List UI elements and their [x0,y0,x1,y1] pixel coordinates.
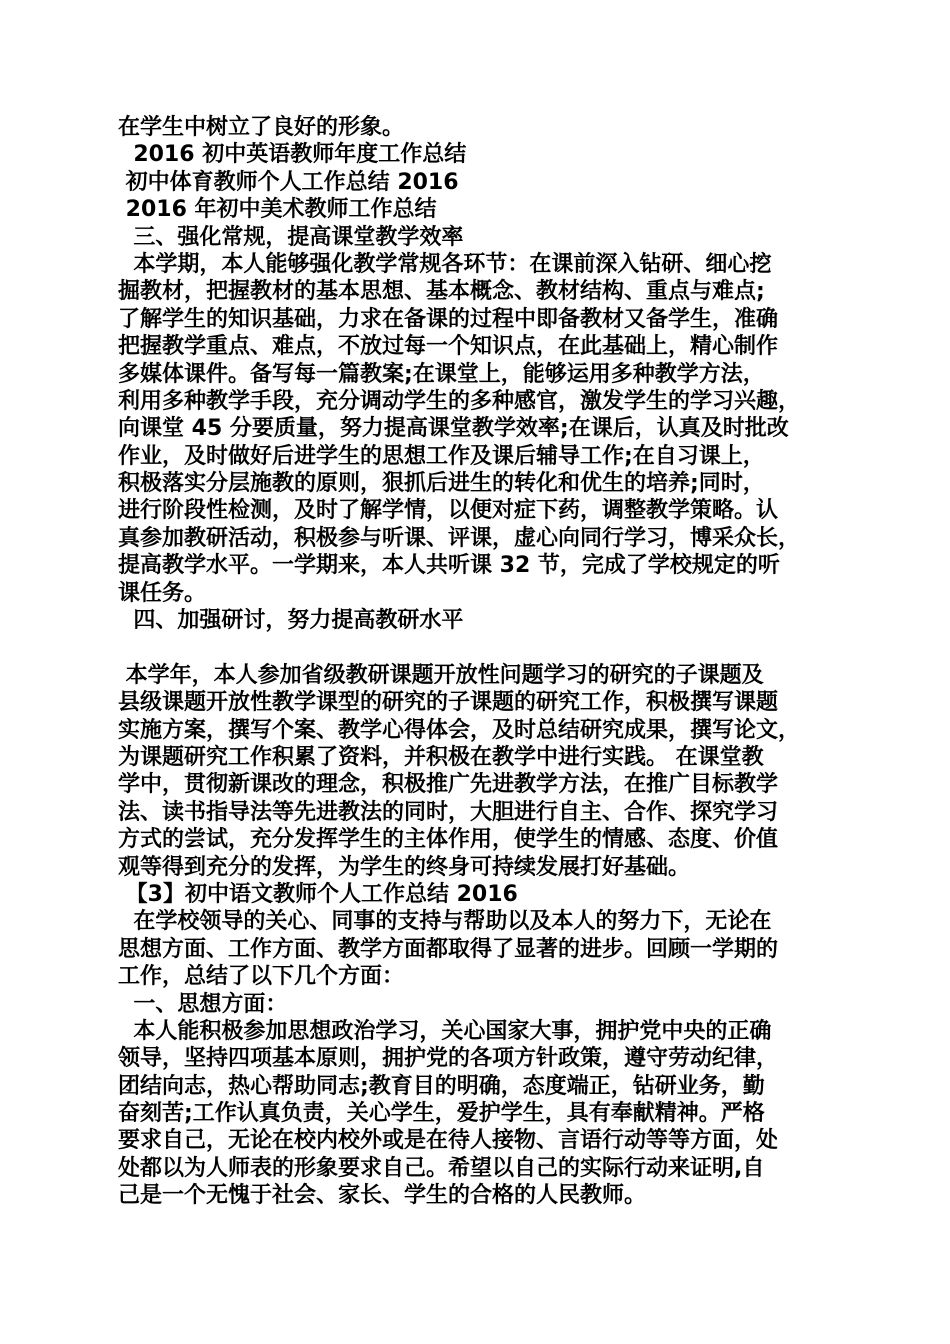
text-line: 处都以为人师表的形象要求自己。希望以自己的实际行动来证明,自 [118,1155,765,1181]
text-line: 本人能积极参加思想政治学习，关心国家大事，拥护党中央的正确 [118,1018,772,1044]
text-line: 课任务。 [118,580,207,606]
text-line: 向课堂 45 分要质量，努力提高课堂教学效率;在课后，认真及时批改 [118,416,789,442]
text-line: 在学校领导的关心、同事的支持与帮助以及本人的努力下，无论在 [118,909,772,935]
text-line: 本学期，本人能够强化教学常规各环节：在课前深入钻研、细心挖 [118,251,772,277]
text-line: 了解学生的知识基础，力求在备课的过程中即备教材又备学生，准确 [118,306,779,332]
text-line: 方式的尝试，充分发挥学生的主体作用，使学生的情感、态度、价值 [118,827,779,853]
text-line: 掘教材，把握教材的基本思想、基本概念、教材结构、重点与难点; [118,279,765,305]
text-line: 四、加强研讨，努力提高教研水平 [118,608,464,634]
text-line: 工作，总结了以下几个方面： [118,964,405,990]
text-line: 作业，及时做好后进学生的思想工作及课后辅导工作;在自习课上， [118,443,765,469]
text-line: 初中体育教师个人工作总结 2016 [118,169,459,195]
text-line: 己是一个无愧于社会、家长、学生的合格的人民教师。 [118,1183,647,1209]
text-line: 观等得到充分的发挥，为学生的终身可持续发展打好基础。 [118,854,691,880]
text-line: 进行阶段性检测，及时了解学情，以便对症下药，调整教学策略。认 [118,498,779,524]
text-line: 利用多种教学手段，充分调动学生的多种感官，激发学生的学习兴趣， [118,388,801,414]
text-line: 为课题研究工作积累了资料，并积极在教学中进行实践。 在课堂教 [118,744,764,770]
text-line: 真参加教研活动，积极参与听课、评课，虚心向同行学习，博采众长， [118,525,801,551]
text-line: 本学年，本人参加省级教研课题开放性问题学习的研究的子课题及 [118,662,764,688]
blank-line [118,634,848,661]
text-line: 2016 初中英语教师年度工作总结 [118,142,467,168]
text-line: 多媒体课件。备写每一篇教案;在课堂上，能够运用多种教学方法， [118,361,765,387]
text-line: 要求自己，无论在校内校外或是在待人接物、言语行动等等方面，处 [118,1128,779,1154]
text-line: 【3】初中语文教师个人工作总结 2016 [118,881,518,907]
text-line: 2016 年初中美术教师工作总结 [118,197,437,223]
document-body [118,114,848,1210]
text-line: 奋刻苦;工作认真负责，关心学生，爱护学生，具有奉献精神。严格 [118,1101,765,1127]
text-line: 把握教学重点、难点，不放过每一个知识点，在此基础上，精心制作 [118,334,779,360]
text-line: 三、强化常规，提高课堂教学效率 [118,224,464,250]
text-line: 团结向志，热心帮助同志;教育目的明确，态度端正，钻研业务，勤 [118,1073,765,1099]
text-line: 提高教学水平。一学期来，本人共听课 32 节，完成了学校规定的听 [118,553,780,579]
text-line: 实施方案，撰写个案、教学心得体会，及时总结研究成果，撰写论文， [118,717,801,743]
text-line: 法、读书指导法等先进教法的同时，大胆进行自主、合作、探究学习 [118,799,779,825]
text-line: 学中，贯彻新课改的理念，积极推广先进教学方法，在推广目标教学 [118,772,779,798]
text-line: 县级课题开放性教学课型的研究的子课题的研究工作，积极撰写课题 [118,690,779,716]
text-line: 思想方面、工作方面、教学方面都取得了显著的进步。回顾一学期的 [118,936,779,962]
text-line: 在学生中树立了良好的形象。 [118,115,405,140]
text-line: 一、思想方面： [118,991,288,1017]
text-line: 积极落实分层施教的原则，狠抓后进生的转化和优生的培养;同时， [118,471,765,497]
text-line: 领导，坚持四项基本原则，拥护党的各项方针政策，遵守劳动纪律， [118,1046,779,1072]
